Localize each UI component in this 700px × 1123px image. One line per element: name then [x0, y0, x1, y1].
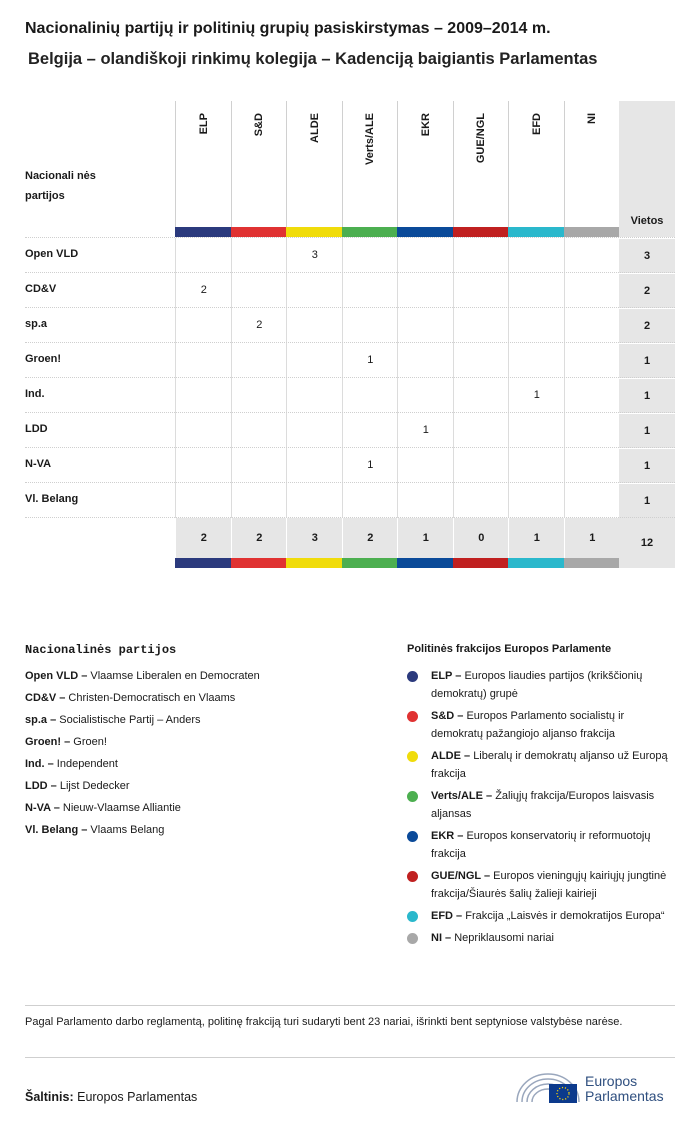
group-label: GUE/NGL [475, 113, 488, 164]
seat-cell: 3 [286, 238, 343, 273]
seat-cell [508, 273, 565, 308]
legend-group-item [407, 707, 677, 743]
party-name: Groen! [25, 353, 62, 365]
party-name: N-VA [25, 458, 52, 470]
seat-cell [231, 238, 288, 273]
seat-cell [564, 378, 621, 413]
table-row [25, 272, 675, 308]
group-color-bar [397, 558, 453, 568]
group-color-bar [175, 227, 231, 237]
seat-cell [564, 273, 621, 308]
group-color-bar [342, 558, 398, 568]
divider [25, 1057, 675, 1058]
logo-text [585, 1074, 664, 1104]
seat-cell [286, 273, 343, 308]
row-total: 1 [619, 448, 675, 484]
group-color-bar [286, 227, 342, 237]
legend-party-full: Lijst Dedecker [59, 780, 130, 792]
legend-party-full: Christen-Democratisch en Vlaams [68, 692, 236, 704]
seat-cell [175, 413, 232, 448]
group-total: 2 [342, 518, 399, 558]
seat-cell [342, 483, 399, 518]
seat-cell [508, 448, 565, 483]
page-title: Nacionalinių partijų ir politinių grupių pasiskirstymas – 2009–2014 m. [25, 20, 551, 37]
group-column-header [397, 101, 454, 237]
seat-cell [397, 448, 454, 483]
row-total: 2 [619, 273, 675, 309]
seat-cell [453, 378, 510, 413]
group-total: 1 [397, 518, 454, 558]
seat-cell [231, 448, 288, 483]
seat-cell [342, 238, 399, 273]
legend-group-abbr: ALDE – [431, 750, 474, 762]
legend-party-item [25, 801, 375, 815]
group-total: 2 [175, 518, 232, 558]
table-row [25, 412, 675, 448]
group-color-bar [175, 558, 231, 568]
legend-party-abbr: CD&V – [25, 692, 69, 704]
legend-party-item [25, 691, 375, 705]
legend-party-full: Vlaamse Liberalen en Democraten [90, 670, 260, 682]
legend-party-item [25, 757, 375, 771]
legend-party-abbr: LDD – [25, 780, 60, 792]
legend-group-abbr: EKR – [431, 830, 467, 842]
group-color-bar [564, 227, 620, 237]
seat-cell [286, 308, 343, 343]
table-row [25, 307, 675, 343]
seat-cell [175, 483, 232, 518]
page-subtitle: Belgija – olandiškoji rinkimų kolegija – Kadenciją baigiantis Parlamentas [28, 50, 598, 68]
legend-party-full: Groen! [73, 736, 107, 748]
group-color-bar [564, 558, 620, 568]
seat-cell [231, 343, 288, 378]
group-column-header [342, 101, 399, 237]
seat-cell: 1 [508, 378, 565, 413]
party-name: CD&V [25, 283, 57, 295]
seat-cell [564, 238, 621, 273]
seat-cell [286, 448, 343, 483]
legend-group-abbr: GUE/NGL – [431, 870, 494, 882]
seat-cell [231, 413, 288, 448]
group-total: 2 [231, 518, 288, 558]
group-label: ELP [197, 113, 210, 135]
group-label: NI [586, 113, 599, 124]
seat-cell [397, 273, 454, 308]
legend-party-item [25, 779, 375, 793]
legend-group-item [407, 747, 677, 783]
group-color-bar [397, 227, 453, 237]
row-total: 2 [619, 308, 675, 344]
legend-party-item [25, 713, 375, 727]
seat-cell [397, 238, 454, 273]
seat-cell [564, 483, 621, 518]
seat-cell [175, 238, 232, 273]
legend-group-abbr: EFD – [431, 910, 466, 922]
seat-cell: 2 [231, 308, 288, 343]
group-column-header [508, 101, 565, 237]
legend-group-full: Europos liaudies partijos (krikščionių demokratų) grupė [431, 670, 643, 700]
legend-group-abbr: ELP – [431, 670, 465, 682]
group-column-header [175, 101, 232, 237]
legend-group-item [407, 787, 677, 823]
seat-cell [453, 448, 510, 483]
group-color-bar [508, 558, 564, 568]
legend-color-dot-icon [407, 831, 418, 842]
legend-group-abbr: NI – [431, 932, 455, 944]
legend-party-full: Socialistische Partij – Anders [59, 714, 201, 726]
table-row [25, 342, 675, 378]
row-total: 3 [619, 238, 675, 274]
legend-party-full: Nieuw-Vlaamse Alliantie [62, 802, 181, 814]
hemicycle-icon [515, 1068, 581, 1108]
divider [25, 1005, 675, 1006]
legend-party-full: Vlaams Belang [90, 824, 165, 836]
legend-party-abbr: Ind. – [25, 758, 57, 770]
seat-cell [508, 238, 565, 273]
group-color-bar [231, 558, 287, 568]
legend-group-item [407, 929, 677, 947]
group-label: EKR [419, 113, 432, 137]
seat-cell [286, 378, 343, 413]
legend-party-item [25, 823, 375, 837]
party-name: LDD [25, 423, 48, 435]
seat-cell [564, 308, 621, 343]
seat-cell [342, 273, 399, 308]
logo-text-line-1: Europos [585, 1073, 638, 1089]
legend-group-full: Europos Parlamento socialistų ir demokratų pažangiojo aljanso frakcija [431, 710, 625, 740]
seat-cell [175, 448, 232, 483]
seat-cell [453, 308, 510, 343]
group-label: S&D [253, 113, 266, 137]
legend-party-item [25, 669, 375, 683]
legend-group-full: Frakcija „Laisvės ir demokratijos Europa“ [465, 910, 665, 922]
group-color-bar [231, 227, 287, 237]
legend-color-dot-icon [407, 933, 418, 944]
seat-cell [397, 343, 454, 378]
group-color-bar [342, 227, 398, 237]
seat-cell [453, 343, 510, 378]
group-color-bar [508, 227, 564, 237]
seat-cell [564, 343, 621, 378]
seat-cell [286, 413, 343, 448]
legend-color-dot-icon [407, 711, 418, 722]
party-name: Vl. Belang [25, 493, 79, 505]
group-column-header [564, 101, 621, 237]
seat-cell: 2 [175, 273, 232, 308]
legend-party-abbr: Open VLD – [25, 670, 91, 682]
seat-cell [453, 273, 510, 308]
party-name: Ind. [25, 388, 45, 400]
legend-group-item [407, 667, 677, 703]
seat-cell [286, 483, 343, 518]
seat-cell [508, 308, 565, 343]
legend-group-item [407, 907, 677, 925]
seat-cell [397, 308, 454, 343]
seat-cell [342, 308, 399, 343]
table-row [25, 447, 675, 483]
group-label: Verts/ALE [364, 113, 377, 165]
legend-group-full: Europos vieningųjų kairiųjų jungtinė frakcija/Šiaurės šalių žalieji kairieji [431, 870, 667, 900]
seat-cell [508, 413, 565, 448]
row-total: 1 [619, 413, 675, 449]
legend-group-full: Liberalų ir demokratų aljanso už Europą frakcija [431, 750, 668, 780]
seat-cell: 1 [342, 448, 399, 483]
legend-group-full: Žaliųjų frakcija/Europos laisvasis aljansas [431, 790, 655, 820]
group-column-header [453, 101, 510, 237]
seat-cell: 1 [397, 413, 454, 448]
party-name: Open VLD [25, 248, 79, 260]
seat-cell [508, 483, 565, 518]
seat-cell [564, 413, 621, 448]
group-column-header [286, 101, 343, 237]
seat-cell [175, 308, 232, 343]
seat-cell [342, 378, 399, 413]
legend-party-abbr: Groen! – [25, 736, 74, 748]
legend-party-abbr: N-VA – [25, 802, 63, 814]
footnote: Pagal Parlamento darbo reglamentą, politinę frakciją turi sudaryti bent 23 nariai, išrinkti bent septyniose valstybėse narėse. [25, 1016, 623, 1028]
legend-party-abbr: sp.a – [25, 714, 60, 726]
group-totals-row [175, 518, 619, 558]
political-groups-legend [407, 643, 677, 951]
legend-color-dot-icon [407, 791, 418, 802]
source-line [25, 1090, 197, 1104]
table-row [25, 237, 675, 273]
group-color-bar [286, 558, 342, 568]
legend-group-abbr: Verts/ALE – [431, 790, 496, 802]
row-header-label: Nacionali nės partijos [25, 170, 96, 202]
legend-party-item [25, 735, 375, 749]
seat-cell [453, 238, 510, 273]
seat-cell [231, 273, 288, 308]
row-total: 1 [619, 343, 675, 379]
seat-cell [231, 483, 288, 518]
legend-color-dot-icon [407, 751, 418, 762]
seat-cell [397, 483, 454, 518]
legend-color-dot-icon [407, 671, 418, 682]
legend-party-full: Independent [56, 758, 118, 770]
legend-party-abbr: Vl. Belang – [25, 824, 91, 836]
group-color-bar [453, 227, 509, 237]
seat-cell [175, 343, 232, 378]
table-row [25, 482, 675, 518]
logo-text-line-2: Parlamentas [585, 1088, 664, 1104]
legend-group-item [407, 867, 677, 903]
legend-group-abbr: S&D – [431, 710, 467, 722]
legend-group-full: Europos konservatorių ir reformuotojų frakcija [431, 830, 651, 860]
group-total: 3 [286, 518, 343, 558]
seat-cell [453, 483, 510, 518]
legend-color-dot-icon [407, 871, 418, 882]
national-parties-legend-title: Nacionalinės partijos [25, 643, 177, 657]
national-parties-legend [25, 643, 375, 845]
seat-cell [453, 413, 510, 448]
political-groups-legend-title: Politinės frakcijos Europos Parlamente [407, 643, 612, 655]
group-label: ALDE [308, 113, 321, 143]
table-row [25, 377, 675, 413]
group-color-bar [453, 558, 509, 568]
seat-cell [342, 413, 399, 448]
group-label: EFD [530, 113, 543, 135]
seat-cell: 1 [342, 343, 399, 378]
group-column-header [231, 101, 288, 237]
seats-header [619, 101, 675, 237]
seat-cell [564, 448, 621, 483]
european-parliament-logo [515, 1068, 680, 1108]
legend-group-full: Nepriklausomi nariai [454, 932, 554, 944]
seat-cell [175, 378, 232, 413]
seat-cell [397, 378, 454, 413]
group-total: 1 [564, 518, 621, 558]
grand-total: 12 [619, 518, 675, 568]
row-total: 1 [619, 483, 675, 519]
seats-header-label: Vietos [630, 215, 664, 227]
seat-cell [508, 343, 565, 378]
seat-cell [286, 343, 343, 378]
group-total: 1 [508, 518, 565, 558]
legend-group-item [407, 827, 677, 863]
source-label: Šaltinis: [25, 1090, 74, 1104]
source-value: Europos Parlamentas [77, 1090, 198, 1104]
row-total: 1 [619, 378, 675, 414]
legend-color-dot-icon [407, 911, 418, 922]
seat-cell [231, 378, 288, 413]
group-total: 0 [453, 518, 510, 558]
party-name: sp.a [25, 318, 48, 330]
